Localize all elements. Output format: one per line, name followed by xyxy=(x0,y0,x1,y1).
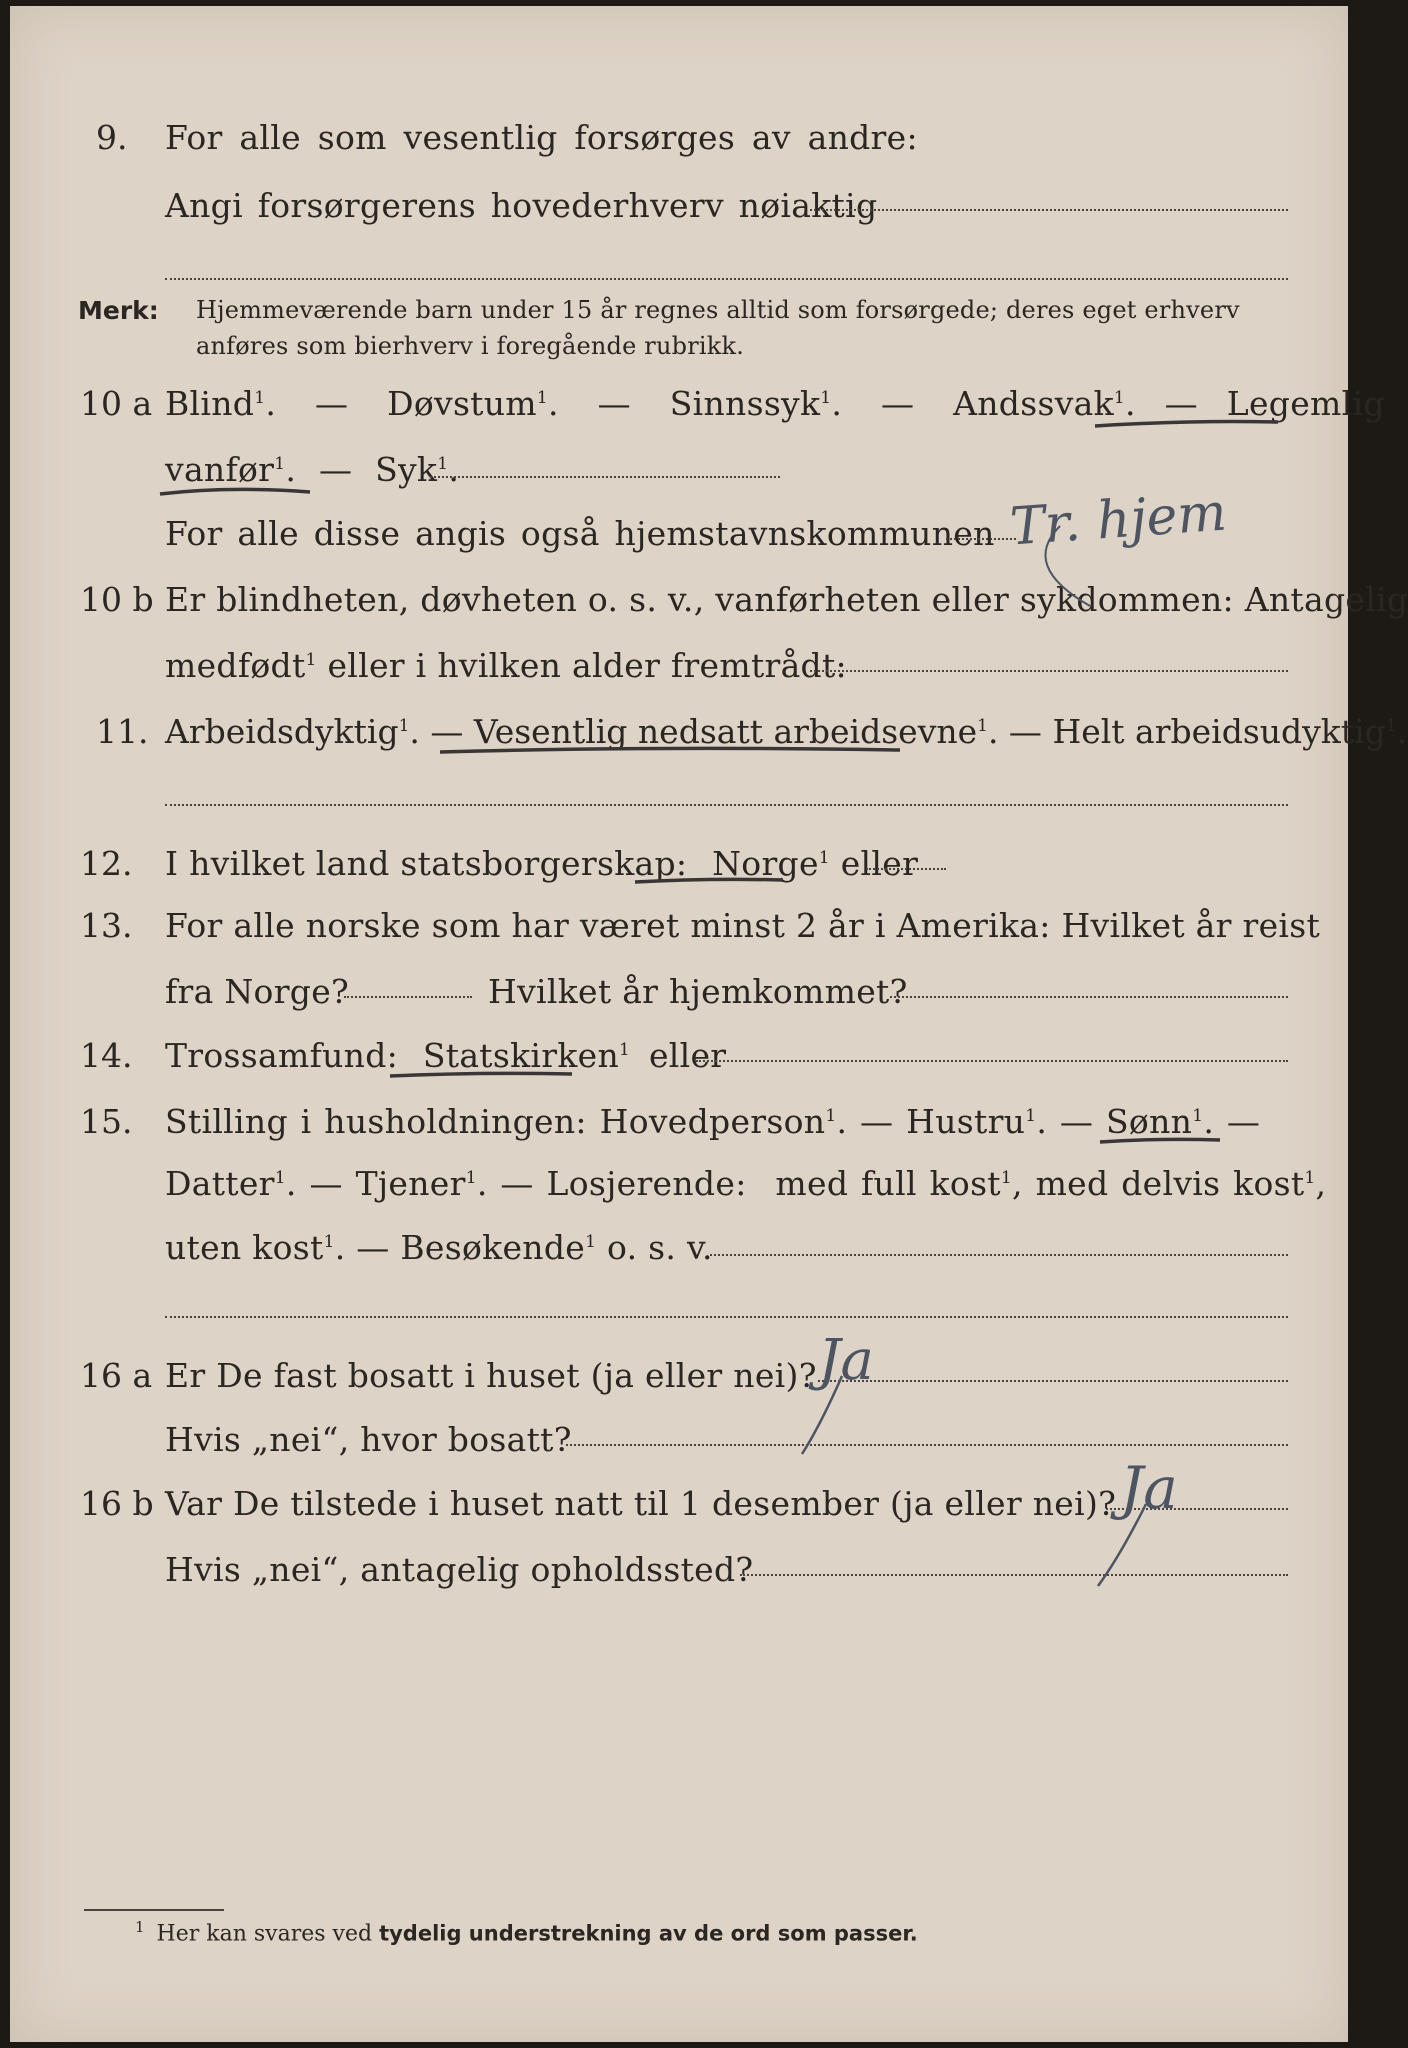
q16a-line1: Er De fast bosatt i huset (ja eller nei)? xyxy=(165,1356,817,1395)
q10a-line3: For alle disse angis også hjemstavnskommunen xyxy=(165,514,995,553)
q14-line: Trossamfund: Statskirken$^1$ eller xyxy=(165,1036,727,1075)
q10a-handwritten-answer: Tr. hjem xyxy=(1008,482,1229,558)
q9-line2: Angi forsørgerens hovederhverv nøiaktig xyxy=(165,186,878,225)
option-tjener[interactable]: Tjener xyxy=(355,1164,466,1203)
q11-number: 11. xyxy=(96,712,149,751)
option-legemlig[interactable]: Legemlig xyxy=(1226,384,1385,423)
q15-line3: uten kost$^1$. — Besøkende$^1$ o. s. v. xyxy=(165,1228,713,1267)
option-vanfor[interactable]: vanfør xyxy=(165,450,275,489)
q9-answer-line-2[interactable] xyxy=(165,278,1288,280)
merk-line2: anføres som bierhverv i foregående rubrikk. xyxy=(196,332,745,360)
q15-line1: Stilling i husholdningen: Hovedperson$^1$. — Hustru$^1$. — Sønn$^1$. — xyxy=(165,1102,1261,1141)
q16b-line2: Hvis „nei“, antagelig opholdssted? xyxy=(165,1550,754,1589)
q10a-line2: vanfør$^1$. — Syk$^1$. xyxy=(165,450,460,489)
census-form-page xyxy=(10,6,1408,2042)
option-andssvak[interactable]: Andssvak xyxy=(953,384,1114,423)
option-delvis-kost[interactable]: med delvis kost xyxy=(1035,1164,1305,1203)
q16b-handwritten-answer: Ja xyxy=(1120,1454,1178,1522)
q10b-answer-line[interactable] xyxy=(810,670,1288,672)
option-helt-arbeidsudyktig[interactable]: Helt arbeidsudyktig xyxy=(1052,712,1386,751)
q15-number: 15. xyxy=(80,1102,133,1141)
q10b-line2: medfødt$^1$ eller i hvilken alder fremtrådt: xyxy=(165,646,847,685)
option-sinnssyk[interactable]: Sinnssyk xyxy=(669,384,821,423)
option-blind[interactable]: Blind xyxy=(165,384,255,423)
q9-line1: For alle som vesentlig forsørges av andre: xyxy=(165,118,918,157)
q12-answer-line[interactable] xyxy=(866,868,946,870)
option-medfodt[interactable]: medfødt xyxy=(165,646,306,685)
underline-vanfor xyxy=(160,489,310,494)
q15-answer-line-2[interactable] xyxy=(165,1316,1288,1318)
q16a-number: 16 a xyxy=(80,1356,153,1395)
option-statskirken[interactable]: Statskirken xyxy=(422,1036,620,1075)
q12-line: I hvilket land statsborgerskap: Norge$^1$ eller xyxy=(165,844,919,883)
option-hustru[interactable]: Hustru xyxy=(906,1102,1026,1141)
q13-hjemkommet-line[interactable] xyxy=(890,996,1288,998)
q16a-handwritten-answer: Ja xyxy=(818,1328,874,1393)
q11-answer-line[interactable] xyxy=(165,804,1288,806)
option-syk[interactable]: Syk xyxy=(375,450,438,489)
q16a-bosatt-line[interactable] xyxy=(566,1444,1288,1446)
q13-fra-norge-line[interactable] xyxy=(344,996,472,998)
option-norge[interactable]: Norge xyxy=(712,844,819,883)
q16b-opholdssted-line[interactable] xyxy=(740,1574,1288,1576)
q13-line1: For alle norske som har været minst 2 år i Amerika: Hvilket år reist xyxy=(165,906,1321,945)
q13-number: 13. xyxy=(80,906,133,945)
q11-line: Arbeidsdyktig$^1$. — Vesentlig nedsatt arbeidsevne$^1$. — Helt arbeidsudyktig$^1$. xyxy=(165,712,1408,751)
q16b-line1: Var De tilstede i huset natt til 1 desember (ja eller nei)? xyxy=(165,1484,1117,1523)
q15-answer-line[interactable] xyxy=(710,1254,1288,1256)
q13-fra-norge: fra Norge? xyxy=(165,972,350,1011)
q16a-answer-line[interactable] xyxy=(818,1380,1288,1382)
merk-line1: Hjemmeværende barn under 15 år regnes alltid som forsørgede; deres eget erhverv xyxy=(196,296,1240,324)
merk-label: Merk: xyxy=(78,296,159,325)
q12-number: 12. xyxy=(80,844,133,883)
q10a-number: 10 a xyxy=(80,384,153,423)
option-sonn[interactable]: Sønn xyxy=(1106,1102,1193,1141)
footnote-rule xyxy=(84,1909,224,1911)
q10b-line1: Er blindheten, døvheten o. s. v., vanførheten eller sykdommen: Antagelig xyxy=(165,580,1408,619)
option-uten-kost[interactable]: uten kost xyxy=(165,1228,324,1267)
option-arbeidsdyktig[interactable]: Arbeidsdyktig xyxy=(165,712,399,751)
q16b-number: 16 b xyxy=(80,1484,154,1523)
footnote: $^1$ Her kan svares ved tydelig understrekning av de ord som passer. xyxy=(135,1918,918,1947)
q13-hjemkommet: Hvilket år hjemkommet? xyxy=(488,972,908,1011)
option-dovstum[interactable]: Døvstum xyxy=(387,384,537,423)
option-datter[interactable]: Datter xyxy=(165,1164,275,1203)
option-full-kost[interactable]: med full kost xyxy=(775,1164,1001,1203)
q16a-line2: Hvis „nei“, hvor bosatt? xyxy=(165,1420,572,1459)
option-vesentlig-nedsatt[interactable]: Vesentlig nedsatt arbeidsevne xyxy=(473,712,978,751)
q10a-answer-line[interactable] xyxy=(946,538,1016,540)
q10a-syk-line[interactable] xyxy=(430,476,780,478)
q9-answer-line[interactable] xyxy=(810,209,1288,211)
q10a-line1: Blind$^1$. — Døvstum$^1$. — Sinnssyk$^1$. — Andssvak$^1$. — Legemlig xyxy=(165,384,1385,423)
q10b-number: 10 b xyxy=(80,580,154,619)
option-besokende[interactable]: Besøkende xyxy=(400,1228,586,1267)
q14-number: 14. xyxy=(80,1036,133,1075)
q14-answer-line[interactable] xyxy=(696,1060,1288,1062)
q9-number: 9. xyxy=(96,118,128,157)
q15-line2: Datter$^1$. — Tjener$^1$. — Losjerende: med full kost$^1$, med delvis kost$^1$, xyxy=(165,1164,1327,1203)
